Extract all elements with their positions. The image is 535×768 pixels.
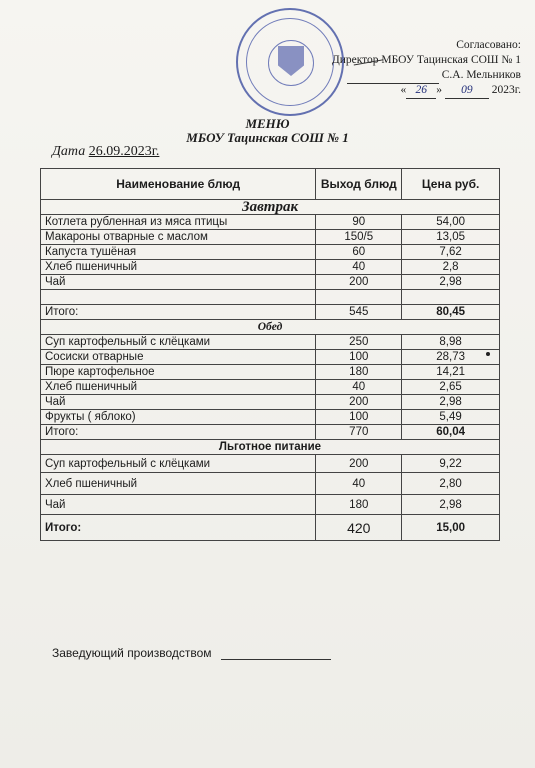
table-row: Макароны отварные с маслом 150/5 13,05 [41, 230, 500, 245]
footer-label: Заведующий производством [52, 646, 212, 660]
table-row: Пюре картофельное 180 14,21 [41, 365, 500, 380]
approval-name-line [347, 68, 521, 84]
table-row: Фрукты ( яблоко) 100 5,49 [41, 410, 500, 425]
total-row-benefit: Итого: 420 15,00 [41, 515, 500, 541]
section-breakfast [41, 200, 500, 215]
col-header-name: Наименование блюд [41, 169, 316, 200]
table-row: Суп картофельный с клёцками 200 9,22 [41, 455, 500, 473]
col-header-price: Цена руб. [402, 169, 500, 200]
table-row: Хлеб пшеничный 40 2,8 [41, 260, 500, 275]
school-name: МБОУ Тацинская СОШ № 1 [186, 130, 349, 145]
ink-dot [486, 352, 490, 356]
footer-signature [52, 646, 331, 660]
section-title: Завтрак [41, 200, 500, 215]
date-value: 26.09.2023г. [88, 144, 160, 159]
section-title: Обед [41, 320, 500, 335]
date-line [52, 144, 159, 160]
col-header-yield: Выход блюд [316, 169, 402, 200]
approval-agreed: Согласовано: [456, 39, 521, 51]
table-row: Котлета рубленная из мяса птицы 90 54,00 [41, 215, 500, 230]
approval-year: 2023г. [491, 84, 521, 96]
date-label: Дата [52, 144, 86, 159]
approval-position: Директор МБОУ Тацинская СОШ № 1 [331, 54, 521, 66]
table-header-row [41, 169, 500, 200]
total-row-lunch: Итого: 770 60,04 [41, 425, 500, 440]
section-lunch [41, 320, 500, 335]
table-row: Суп картофельный с клёцками 250 8,98 [41, 335, 500, 350]
table-row: Чай 200 2,98 [41, 395, 500, 410]
section-title: Льготное питание [41, 440, 500, 455]
approval-month: 09 [445, 83, 489, 99]
menu-table [40, 168, 500, 541]
signature-line [221, 659, 331, 660]
table-row: Чай 200 2,98 [41, 275, 500, 290]
approval-day: 26 [406, 83, 436, 99]
approval-date-line: « 26 » 09 2023г. [400, 83, 521, 99]
empty-row [41, 290, 500, 305]
table-row: Капуста тушёная 60 7,62 [41, 245, 500, 260]
table-row: Чай 180 2,98 [41, 495, 500, 515]
table-row: Сосиски отварные 100 28,73 [41, 350, 500, 365]
table-row: Хлеб пшеничный 40 2,80 [41, 473, 500, 495]
table-row: Хлеб пшеничный 40 2,65 [41, 380, 500, 395]
page-title: МЕНЮ [245, 116, 290, 131]
approval-name: С.А. Мельников [441, 69, 521, 81]
section-benefit [41, 440, 500, 455]
total-row-breakfast: Итого: 545 80,45 [41, 305, 500, 320]
